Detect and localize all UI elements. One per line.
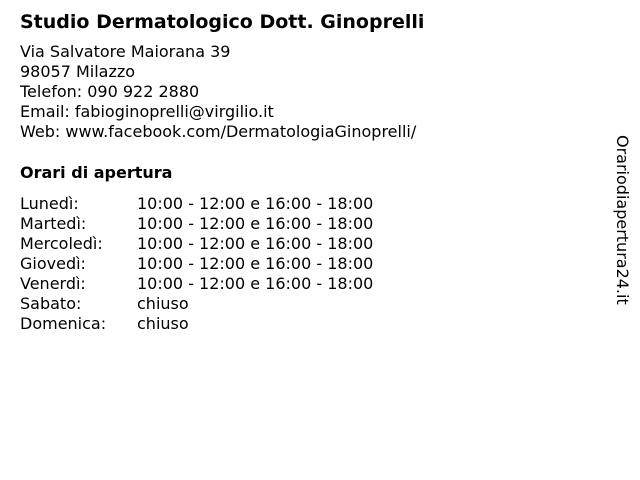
business-card bbox=[20, 10, 600, 334]
day-label: Martedì: bbox=[20, 214, 87, 233]
day-label: Giovedì: bbox=[20, 254, 86, 273]
hours-value: 10:00 - 12:00 e 16:00 - 18:00 bbox=[137, 214, 374, 233]
hours-row-saturday bbox=[20, 294, 373, 314]
website-text: Web: www.facebook.com/DermatologiaGinoprelli/ bbox=[20, 122, 417, 141]
hours-row-friday bbox=[20, 274, 373, 294]
day-label: Venerdì: bbox=[20, 274, 86, 293]
opening-hours-heading: Orari di apertura bbox=[20, 163, 173, 182]
hours-value: 10:00 - 12:00 e 16:00 - 18:00 bbox=[137, 194, 374, 213]
hours-row-tuesday bbox=[20, 214, 373, 234]
day-label: Domenica: bbox=[20, 314, 107, 333]
opening-hours-table bbox=[20, 194, 373, 334]
phone-text: Telefon: 090 922 2880 bbox=[20, 82, 200, 101]
hours-value: 10:00 - 12:00 e 16:00 - 18:00 bbox=[137, 254, 374, 273]
email-text: Email: fabioginoprelli@virgilio.it bbox=[20, 102, 274, 121]
hours-value: chiuso bbox=[137, 294, 189, 313]
address-city: 98057 Milazzo bbox=[20, 62, 136, 81]
site-watermark bbox=[610, 135, 634, 310]
business-name: Studio Dermatologico Dott. Ginoprelli bbox=[20, 11, 425, 33]
hours-value: 10:00 - 12:00 e 16:00 - 18:00 bbox=[137, 274, 374, 293]
hours-value: chiuso bbox=[137, 314, 189, 333]
address-street: Via Salvatore Maiorana 39 bbox=[20, 42, 231, 61]
hours-row-thursday bbox=[20, 254, 373, 274]
day-label: Mercoledì: bbox=[20, 234, 103, 253]
hours-row-wednesday bbox=[20, 234, 373, 254]
contact-block bbox=[20, 42, 600, 142]
day-label: Lunedì: bbox=[20, 194, 79, 213]
hours-row-sunday bbox=[20, 314, 373, 334]
hours-row-monday bbox=[20, 194, 373, 214]
hours-value: 10:00 - 12:00 e 16:00 - 18:00 bbox=[137, 234, 374, 253]
site-watermark-text: Orariodiapertura24.it bbox=[613, 135, 632, 305]
day-label: Sabato: bbox=[20, 294, 82, 313]
